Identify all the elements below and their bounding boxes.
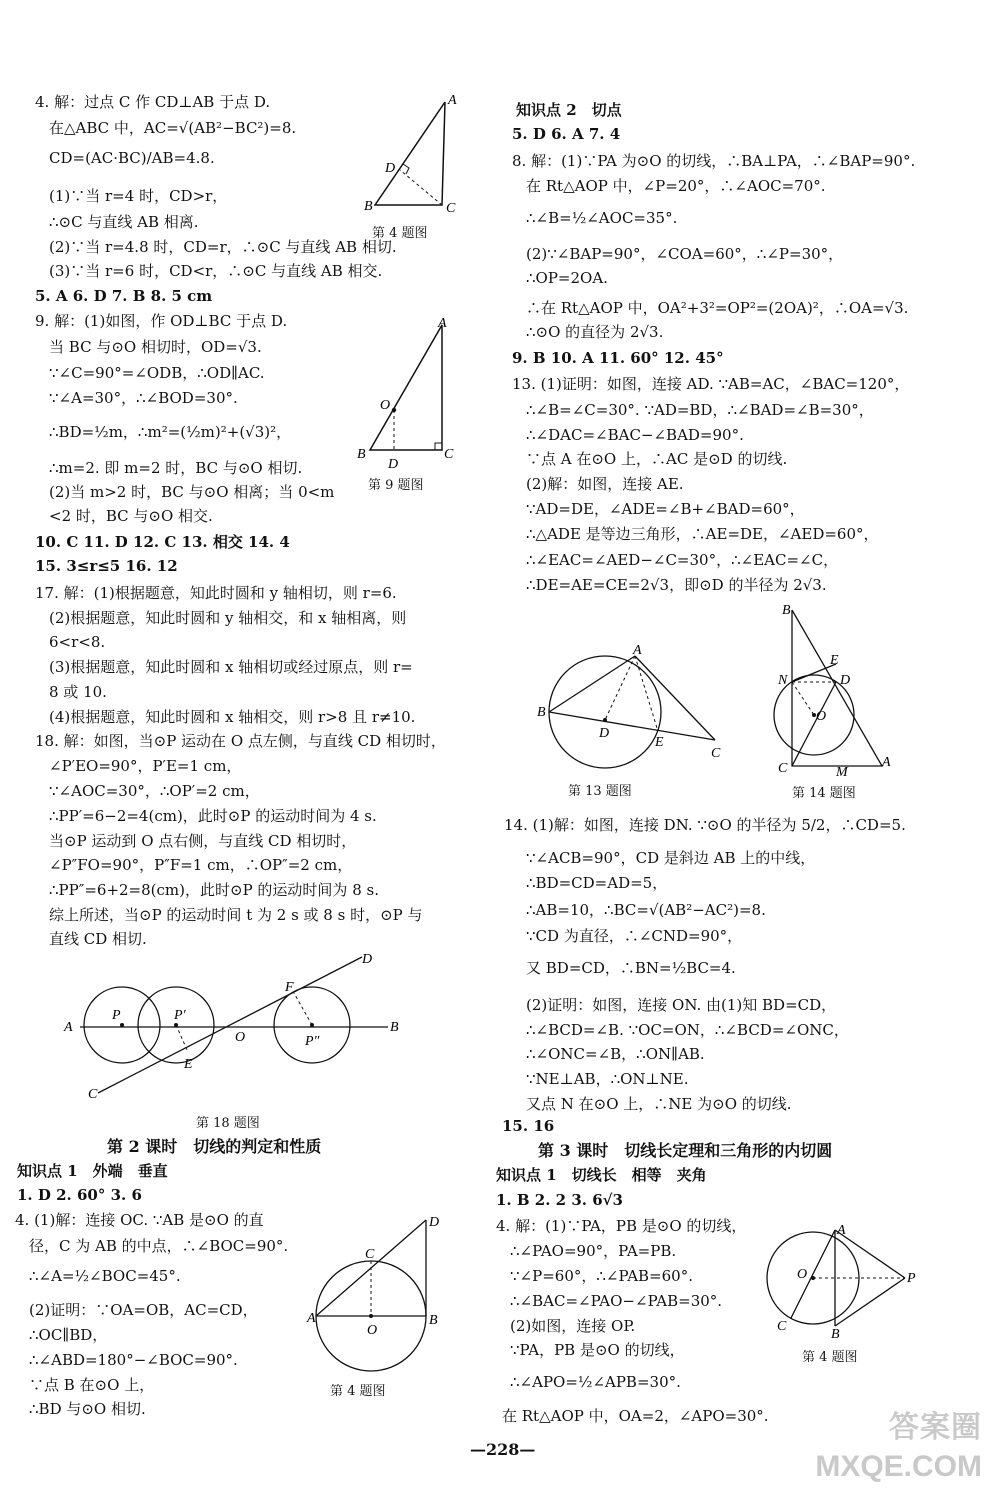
q18-line: ∠P″FO=90°，P″F=1 cm，∴OP″=2 cm，: [49, 856, 353, 874]
svg-text:E: E: [655, 735, 664, 750]
svg-text:P: P: [907, 1271, 916, 1286]
r14-line: ∵NE⊥AB，∴ON⊥NE.: [526, 1070, 689, 1088]
svg-text:D: D: [362, 952, 373, 967]
svg-text:N: N: [778, 673, 788, 688]
b4-line: (2)证明：∵OA=OB，AC=CD，: [29, 1301, 258, 1319]
q4-line: ∴⊙C 与直线 AB 相离.: [49, 213, 199, 231]
q17-line: 17. 解：(1)根据题意，知此时圆和 y 轴相切，则 r=6.: [35, 584, 397, 602]
q18-line: 18. 解：如图，当⊙P 运动在 O 点左侧，与直线 CD 相切时，: [35, 732, 446, 750]
answers-5-8: 5. A 6. D 7. B 8. 5 cm: [35, 287, 213, 305]
svg-text:B: B: [537, 705, 546, 720]
svg-text:P″: P″: [305, 1034, 320, 1049]
q18-line: ∠P′EO=90°，P′E=1 cm，: [49, 757, 242, 775]
svg-text:A: A: [633, 643, 642, 658]
svg-text:O: O: [380, 398, 391, 413]
q4-line: 4. 解：过点 C 作 CD⊥AB 于点 D.: [35, 93, 271, 111]
figure-caption: 第 4 题图: [802, 1350, 858, 1365]
svg-text:P′: P′: [174, 1008, 186, 1023]
figure-caption: 第 4 题图: [372, 226, 428, 241]
svg-text:A: A: [448, 93, 457, 108]
knowledge-point: 知识点 1 外端 垂直: [17, 1162, 168, 1180]
q18-line: 直线 CD 相切.: [49, 930, 147, 948]
r13-line: ∴∠B=∠C=30°. ∵AD=BD，∴∠BAD=∠B=30°，: [526, 401, 874, 419]
r13-line: 13. (1)证明：如图，连接 AD. ∵AB=AC，∠BAC=120°，: [512, 375, 910, 393]
figure-q13-circle: [535, 640, 735, 770]
watermark-logo: 答案圈: [889, 1411, 982, 1444]
q17-line: 6<r<8.: [49, 633, 106, 651]
figure-caption: 第 18 题图: [196, 1116, 260, 1131]
q9-line: ∵∠C=90°=∠ODB，∴OD∥AC.: [49, 364, 265, 382]
figure-q18-circles: [60, 945, 410, 1105]
svg-text:A: A: [64, 1020, 73, 1035]
q18-line: 当⊙P 运动到 O 点右侧，与直线 CD 相切时，: [49, 832, 357, 850]
answer-15: 15. 16: [502, 1117, 555, 1135]
q18-line: 综上所述，当⊙P 的运动时间 t 为 2 s 或 8 s 时，⊙P 与: [49, 906, 423, 924]
figure-q14-circle: [770, 598, 900, 778]
r4-line: ∴∠PAO=90°，PA=PB.: [510, 1242, 677, 1260]
r4-line: ∵∠P=60°，∴∠PAB=60°.: [510, 1267, 693, 1285]
answers-10-14: 10. C 11. D 12. C 13. 相交 14. 4: [35, 533, 290, 551]
svg-text:F: F: [285, 980, 294, 995]
q18-line: ∵∠AOC=30°，∴OP′=2 cm，: [49, 782, 260, 800]
r8-line: ∴在 Rt△AOP 中，OA²+3²=OP²=(2OA)²，∴OA=√3.: [526, 299, 909, 317]
figure-caption: 第 9 题图: [368, 478, 424, 493]
svg-text:P: P: [112, 1008, 121, 1023]
r14-line: ∴AB=10，∴BC=√(AB²−AC²)=8.: [526, 901, 766, 919]
answers-15-16: 15. 3≤r≤5 16. 12: [35, 557, 178, 575]
r13-line: ∴DE=AE=CE=2√3，即⊙D 的半径为 2√3.: [526, 576, 827, 594]
answers-5-7: 5. D 6. A 7. 4: [512, 125, 621, 143]
svg-text:M: M: [836, 765, 848, 778]
q18-line: ∴PP″=6+2=8(cm)，此时⊙P 的运动时间为 8 s.: [49, 881, 379, 899]
r13-line: ∴∠DAC=∠BAC−∠BAD=90°.: [526, 426, 744, 444]
svg-text:B: B: [390, 1020, 399, 1035]
figure-q9-triangle: [350, 315, 470, 470]
r14-line: 又 BD=CD，∴BN=½BC=4.: [526, 959, 736, 977]
q17-line: 8 或 10.: [49, 683, 107, 701]
r14-line: ∵∠ACB=90°，CD 是斜边 AB 上的中线，: [526, 849, 816, 867]
q9-line: ∴BD=½m，∴m²=(½m)²+(√3)²，: [49, 423, 292, 441]
svg-text:C: C: [711, 746, 721, 761]
section-heading: 第 2 课时 切线的判定和性质: [107, 1137, 322, 1156]
q18-line: ∴PP′=6−2=4(cm)，此时⊙P 的运动时间为 4 s.: [49, 807, 377, 825]
r8-line: ∴⊙O 的直径为 2√3.: [526, 323, 664, 341]
answers-1-3: 1. D 2. 60° 3. 6: [17, 1186, 142, 1204]
r8-line: ∴OP=2OA.: [526, 269, 608, 287]
q4-line: 在△ABC 中，AC=√(AB²−BC²)=8.: [49, 119, 297, 137]
knowledge-point: 知识点 1 切线长 相等 夹角: [496, 1166, 707, 1184]
svg-text:B: B: [782, 603, 791, 618]
b4-line: ∴OC∥BD，: [29, 1326, 108, 1344]
q4-line: CD=(AC·BC)/AB=4.8.: [49, 149, 215, 167]
svg-text:E: E: [184, 1057, 193, 1072]
r13-line: ∴∠EAC=∠AED−∠C=30°，∴∠EAC=∠C，: [526, 551, 839, 569]
r4-line: 4. 解：(1)∵PA，PB 是⊙O 的切线，: [496, 1217, 747, 1235]
q9-line: 当 BC 与⊙O 相切时，OD=√3.: [49, 338, 262, 356]
figure-caption: 第 13 题图: [568, 784, 632, 799]
svg-text:C: C: [88, 1087, 98, 1102]
r8-line: 在 Rt△AOP 中，∠P=20°，∴∠AOC=70°.: [526, 177, 826, 195]
svg-text:B: B: [831, 1327, 840, 1342]
r13-line: ∵点 A 在⊙O 上，∴AC 是⊙D 的切线.: [526, 450, 788, 468]
r14-line: ∴∠ONC=∠B，∴ON∥AB.: [526, 1045, 705, 1063]
svg-text:A: A: [882, 755, 891, 770]
r4-line: ∴∠BAC=∠PAO−∠PAB=30°.: [510, 1292, 723, 1310]
b4-line: ∴∠ABD=180°−∠BOC=90°.: [29, 1351, 238, 1369]
svg-text:D: D: [385, 161, 396, 176]
svg-text:B: B: [429, 1313, 438, 1328]
answers-9-12: 9. B 10. A 11. 60° 12. 45°: [512, 349, 724, 367]
knowledge-point: 知识点 2 切点: [516, 101, 622, 119]
page-number: —228—: [470, 1440, 536, 1459]
r8-line: ∴∠B=½∠AOC=35°.: [526, 209, 678, 227]
watermark-url: MXQE.COM: [815, 1450, 982, 1483]
svg-text:D: D: [429, 1215, 440, 1230]
b4-line: 4. (1)解：连接 OC. ∵AB 是⊙O 的直: [15, 1211, 264, 1229]
svg-text:A: A: [307, 1311, 316, 1326]
b4-line: ∴BD 与⊙O 相切.: [29, 1400, 146, 1418]
svg-text:D: D: [840, 673, 851, 688]
q4-line: (3)∵当 r=6 时，CD<r，∴⊙C 与直线 AB 相交.: [49, 262, 383, 280]
figure-q4-tangent: [765, 1218, 925, 1343]
q4-line: (1)∵当 r=4 时，CD>r，: [49, 187, 228, 205]
r13-line: ∴△ADE 是等边三角形，∴AE=DE，∠AED=60°，: [526, 525, 879, 543]
figure-caption: 第 14 题图: [792, 786, 856, 801]
svg-text:C: C: [777, 1319, 787, 1334]
b4-line: 径，C 为 AB 的中点，∴∠BOC=90°.: [29, 1237, 289, 1255]
r13-line: ∵AD=DE，∠ADE=∠B+∠BAD=60°，: [526, 500, 805, 518]
q9-line: 9. 解：(1)如图，作 OD⊥BC 于点 D.: [35, 312, 288, 330]
r4-line: (2)如图，连接 OP.: [510, 1317, 636, 1335]
q4-line: (2)∵当 r=4.8 时，CD=r，∴⊙C 与直线 AB 相切.: [49, 238, 397, 256]
svg-text:C: C: [444, 447, 454, 462]
r14-line: ∴∠BCD=∠B. ∵OC=ON，∴∠BCD=∠ONC，: [526, 1021, 849, 1039]
answers-1-3: 1. B 2. 2 3. 6√3: [496, 1191, 623, 1209]
svg-text:O: O: [797, 1267, 808, 1282]
q17-line: (3)根据题意，知此时圆和 x 轴相切或经过原点，则 r=: [49, 658, 413, 676]
svg-text:O: O: [235, 1030, 246, 1045]
r14-line: ∵CD 为直径，∴∠CND=90°，: [526, 927, 743, 945]
r4-line: ∴∠APO=½∠APB=30°.: [510, 1373, 681, 1391]
b4-line: ∵点 B 在⊙O 上，: [29, 1376, 155, 1394]
svg-text:O: O: [816, 709, 827, 724]
r4-line: ∵PA，PB 是⊙O 的切线，: [510, 1341, 685, 1359]
svg-text:D: D: [388, 457, 399, 470]
svg-text:D: D: [599, 726, 610, 741]
svg-text:O: O: [367, 1323, 378, 1338]
q9-line: <2 时，BC 与⊙O 相交.: [49, 507, 213, 525]
figure-q4-triangle: [350, 90, 470, 220]
r14-line: ∴BD=CD=AD=5，: [526, 874, 668, 892]
figure-caption: 第 4 题图: [330, 1384, 386, 1399]
r14-line: 14. (1)解：如图，连接 DN. ∵⊙O 的半径为 5/2，∴CD=5.: [504, 816, 906, 834]
svg-text:C: C: [778, 761, 788, 776]
svg-text:E: E: [830, 653, 839, 668]
svg-text:B: B: [364, 199, 373, 214]
r8-line: (2)∵∠BAP=90°，∠COA=60°，∴∠P=30°，: [526, 245, 844, 263]
q17-line: (4)根据题意，知此时圆和 x 轴相交，则 r>8 且 r≠10.: [49, 708, 416, 726]
q9-line: ∴m=2. 即 m=2 时，BC 与⊙O 相切.: [49, 459, 303, 477]
r14-line: 又点 N 在⊙O 上，∴NE 为⊙O 的切线.: [526, 1095, 792, 1113]
r13-line: (2)解：如图，连接 AE.: [526, 475, 684, 493]
svg-text:B: B: [357, 447, 366, 462]
r4-line: 在 Rt△AOP 中，OA=2，∠APO=30°.: [502, 1407, 769, 1425]
section-heading: 第 3 课时 切线长定理和三角形的内切圆: [538, 1141, 833, 1160]
figure-q4-circle: [305, 1210, 445, 1375]
svg-text:A: A: [837, 1223, 846, 1238]
r8-line: 8. 解：(1)∵PA 为⊙O 的切线，∴BA⊥PA，∴∠BAP=90°.: [512, 152, 916, 170]
b4-line: ∴∠A=½∠BOC=45°.: [29, 1267, 181, 1285]
q9-line: ∵∠A=30°，∴∠BOD=30°.: [49, 389, 238, 407]
svg-text:A: A: [438, 316, 447, 331]
svg-text:C: C: [365, 1247, 375, 1262]
q17-line: (2)根据题意，知此时圆和 y 轴相交，和 x 轴相离，则: [49, 609, 407, 627]
svg-text:C: C: [446, 201, 456, 216]
r14-line: (2)证明：如图，连接 ON. 由(1)知 BD=CD，: [526, 996, 837, 1014]
q9-line: (2)当 m>2 时，BC 与⊙O 相离；当 0<m: [49, 483, 335, 501]
